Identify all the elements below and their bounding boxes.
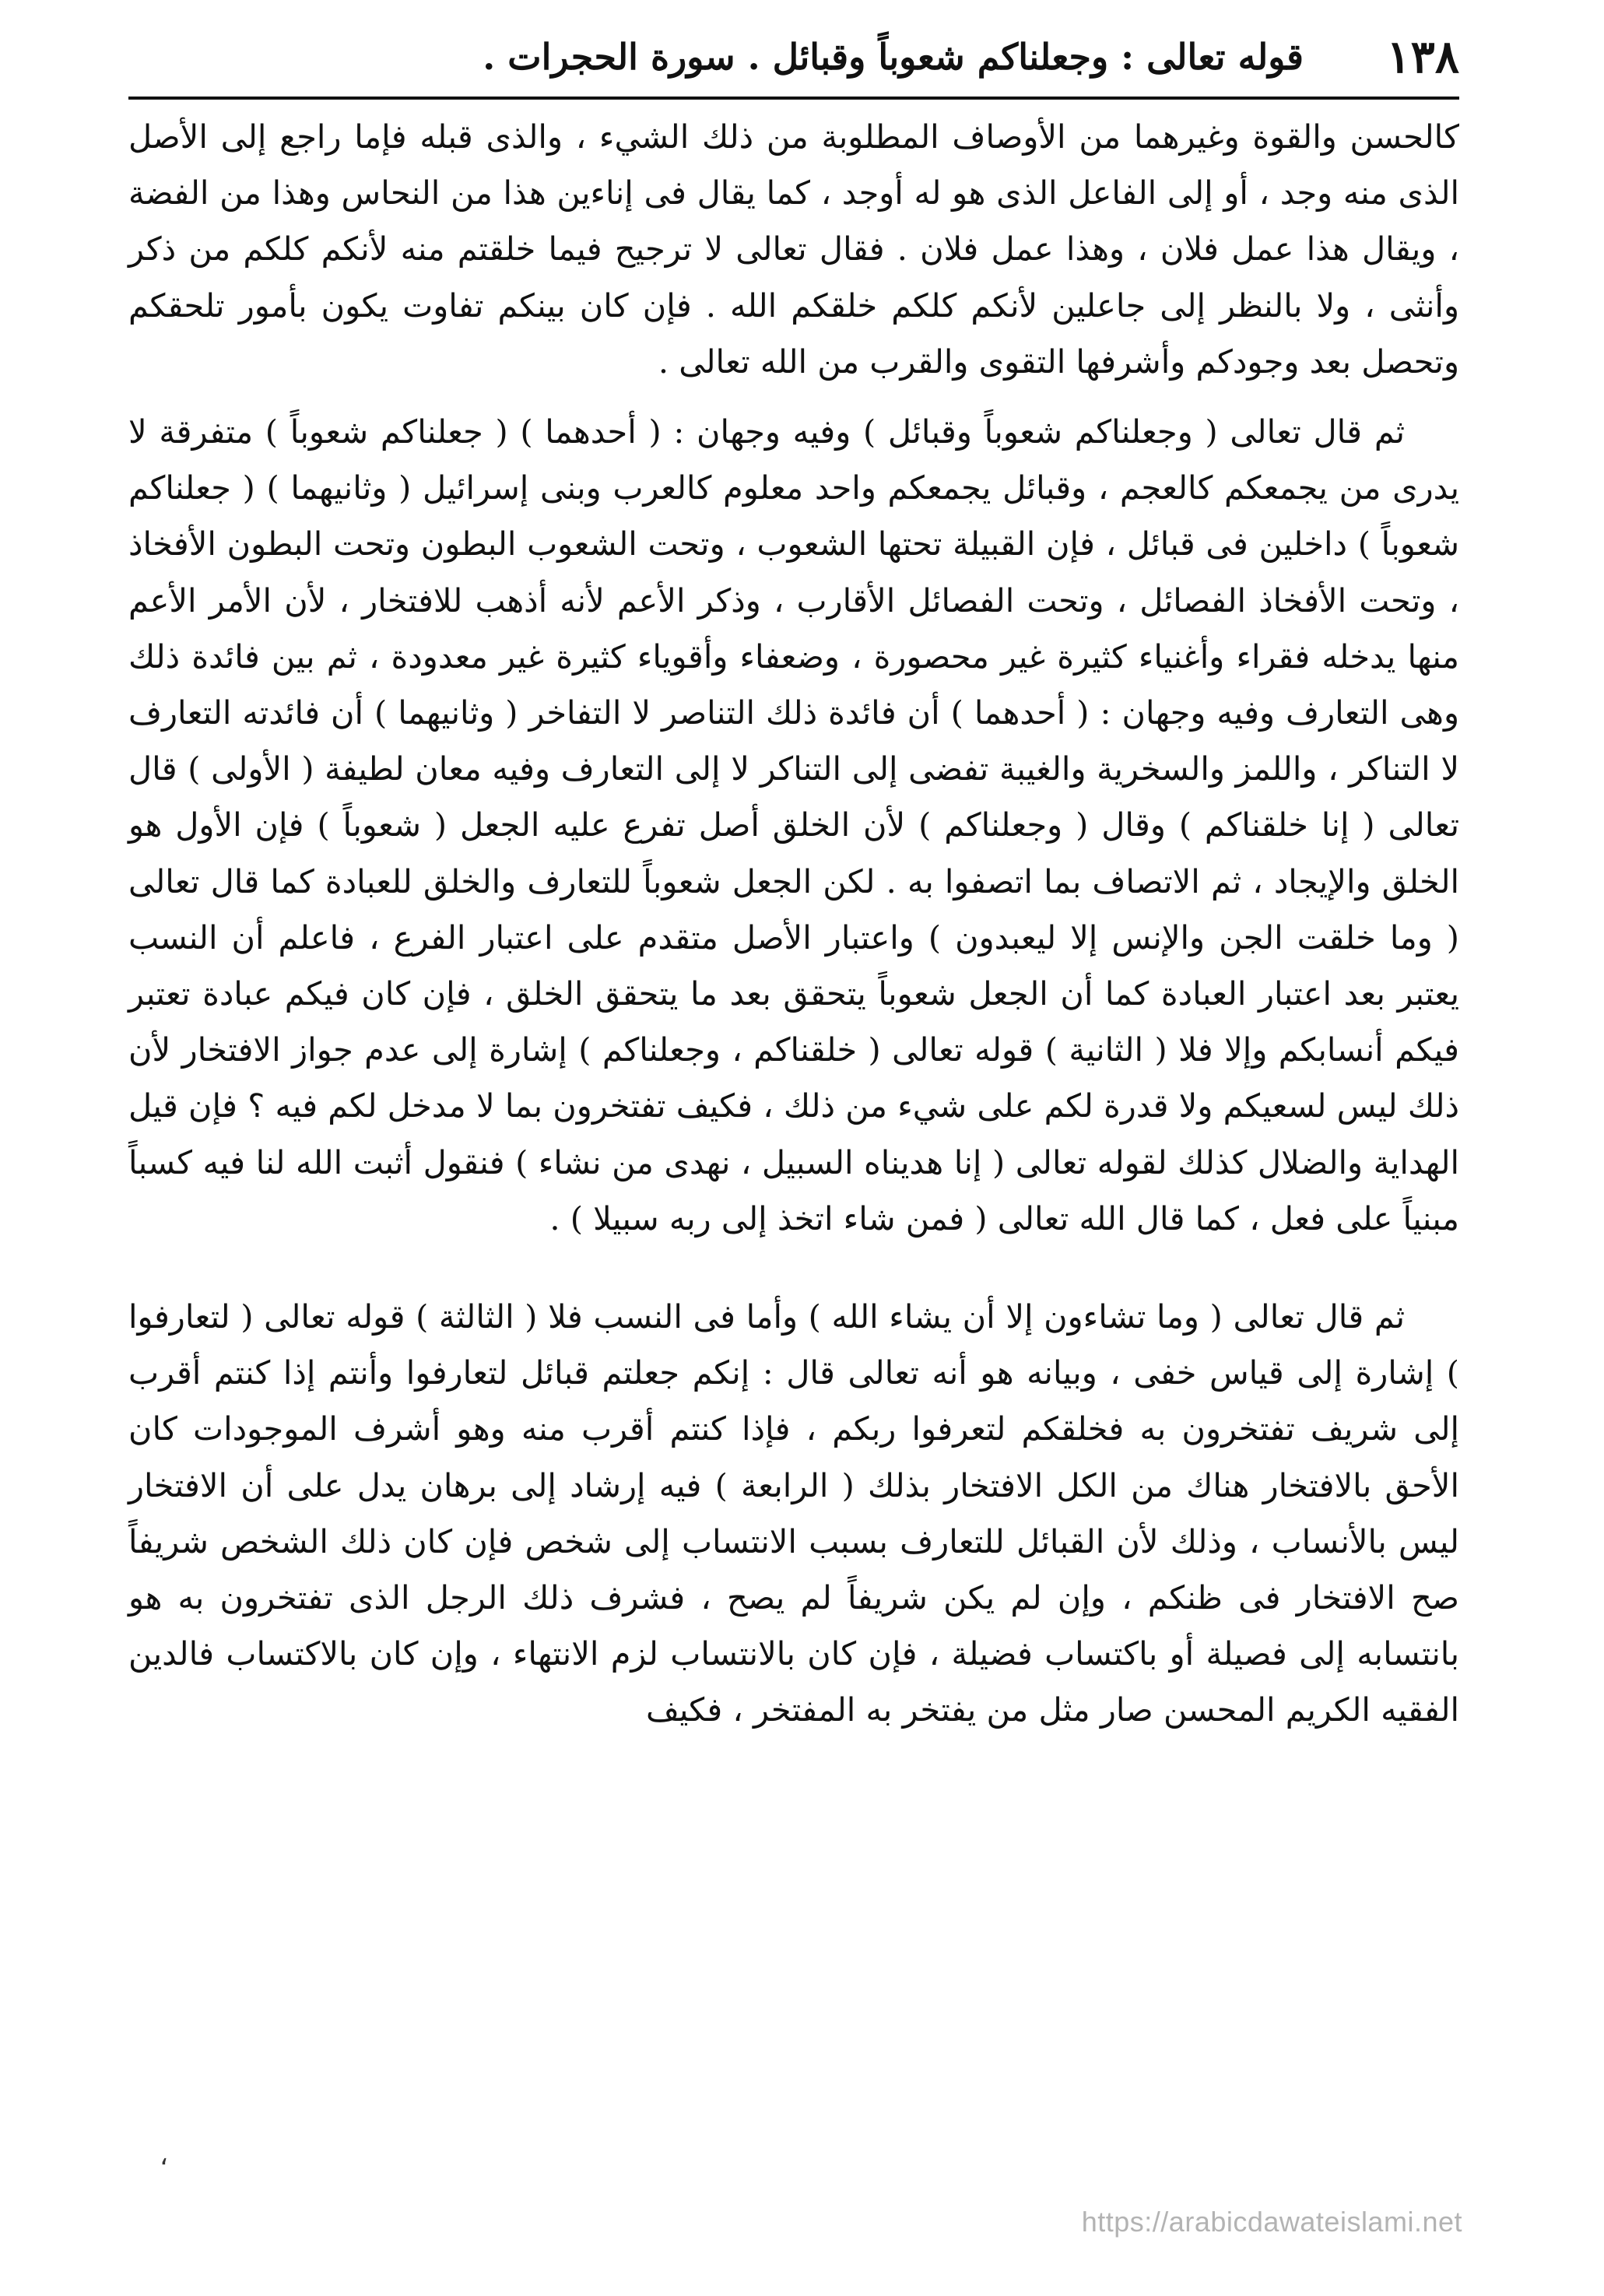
header-rule (128, 97, 1459, 100)
page-header (128, 23, 1459, 90)
body-paragraph: ثم قال تعالى ( وجعلناكم شعوباً وقبائل ) وفيه وجهان : ( أحدهما ) ( جعلناكم شعوباً ) متفرقة لا يدرى من يجمعكم كالعجم ، وقبائل يجمعكم واحد معلوم كالعرب وبنى إسرائيل ( وثانيهما ) ( جعلناكم شعوباً ) داخلين فى قبائل ، فإن القبيلة تحتها الشعوب ، وتحت الشعوب البطون وتحت البطون الأفخاذ ، وتحت الأفخاذ الفصائل ، وتحت الفصائل الأقارب ، وذكر الأعم لأنه أذهب للافتخار ، لأن الأمر الأعم منها يدخله فقراء وأغنياء كثيرة غير محصورة ، وضعفاء وأقوياء كثيرة غير معدودة ، ثم بين فائدة ذلك وهى التعارف وفيه وجهان : ( أحدهما ) أن فائدة ذلك التناصر لا التفاخر ( وثانيهما ) أن فائدته التعارف لا التناكر ، واللمز والسخرية والغيبة تفضى إلى التناكر لا إلى التعارف وفيه معان لطيفة ( الأولى ) قال تعالى ( إنا خلقناكم ) وقال ( وجعلناكم ) لأن الخلق أصل تفرع عليه الجعل ( شعوباً ) فإن الأول هو الخلق والإيجاد ، ثم الاتصاف بما اتصفوا به . لكن الجعل شعوباً للتعارف والخلق للعبادة كما قال تعالى ( وما خلقت الجن والإنس إلا ليعبدون ) واعتبار الأصل متقدم على اعتبار الفرع ، فاعلم أن النسب يعتبر بعد اعتبار العبادة كما أن الجعل شعوباً يتحقق بعد ما يتحقق الخلق ، فإن كان فيكم عبادة تعتبر فيكم أنسابكم وإلا فلا ( الثانية ) قوله تعالى ( خلقناكم ، وجعلناكم ) إشارة إلى عدم جواز الافتخار لأن ذلك ليس لسعيكم ولا قدرة لكم على شيء من ذلك ، فكيف تفتخرون بما لا مدخل لكم فيه ؟ فإن قيل الهداية والضلال كذلك لقوله تعالى ( إنا هديناه السبيل ، نهدى من نشاء ) فنقول أثبت الله لنا فيه كسباً مبنياً على فعل ، كما قال الله تعالى ( فمن شاء اتخذ إلى ربه سبيلا ) . (128, 413, 1459, 1238)
body-paragraph: كالحسن والقوة وغيرهما من الأوصاف المطلوبة من ذلك الشيء ، والذى قبله فإما راجع إلى الأصل الذى منه وجد ، أو إلى الفاعل الذى هو له أوجد ، كما يقال فى إناءين هذا من النحاس وهذا من الفضة ، ويقال هذا عمل فلان ، وهذا عمل فلان . فقال تعالى لا ترجيح فيما خلقتم منه لأنكم كلكم من ذكر وأنثى ، ولا بالنظر إلى جاعلين لأنكم كلكم خلقكم الله . فإن كان بينكم تفاوت يكون بأمور تلحقكم وتحصل بعد وجودكم وأشرفها التقوى والقرب من الله تعالى . (128, 118, 1459, 381)
body-paragraph: ثم قال تعالى ( وما تشاءون إلا أن يشاء الله ) وأما فى النسب فلا ( الثالثة ) قوله تعالى ( لتعارفوا ) إشارة إلى قياس خفى ، وبيانه هو أنه تعالى قال : إنكم جعلتم قبائل لتعارفوا وأنتم إذا كنتم أقرب إلى شريف تفتخرون به فخلقكم لتعرفوا ربكم ، فإذا كنتم أقرب منه وهو أشرف الموجودات كان الأحق بالافتخار هناك من الكل الافتخار بذلك ( الرابعة ) فيه إرشاد إلى برهان يدل على أن الافتخار ليس بالأنساب ، وذلك لأن القبائل للتعارف بسبب الانتساب إلى شخص فإن كان ذلك الشخص شريفاً صح الافتخار فى ظنكم ، وإن لم يكن شريفاً لم يصح ، فشرف ذلك الرجل الذى تفتخرون به هو بانتسابه إلى فصيلة أو باكتساب فضيلة ، فإن كان بالانتساب لزم الانتهاء ، وإن كان بالاكتساب فالدين الفقيه الكريم المحسن صار مثل من يفتخر به المفتخر ، فكيف (128, 1297, 1459, 1729)
watermark-url: https://arabicdawateislami.net (1081, 2206, 1462, 2238)
page-number: ١٣٨ (1386, 30, 1459, 83)
page-body (128, 109, 1459, 1739)
running-title: قوله تعالى : وجعلناكم شعوباً وقبائل . سورة الحجرات . (483, 36, 1304, 78)
stray-mark: ، (160, 2140, 168, 2171)
